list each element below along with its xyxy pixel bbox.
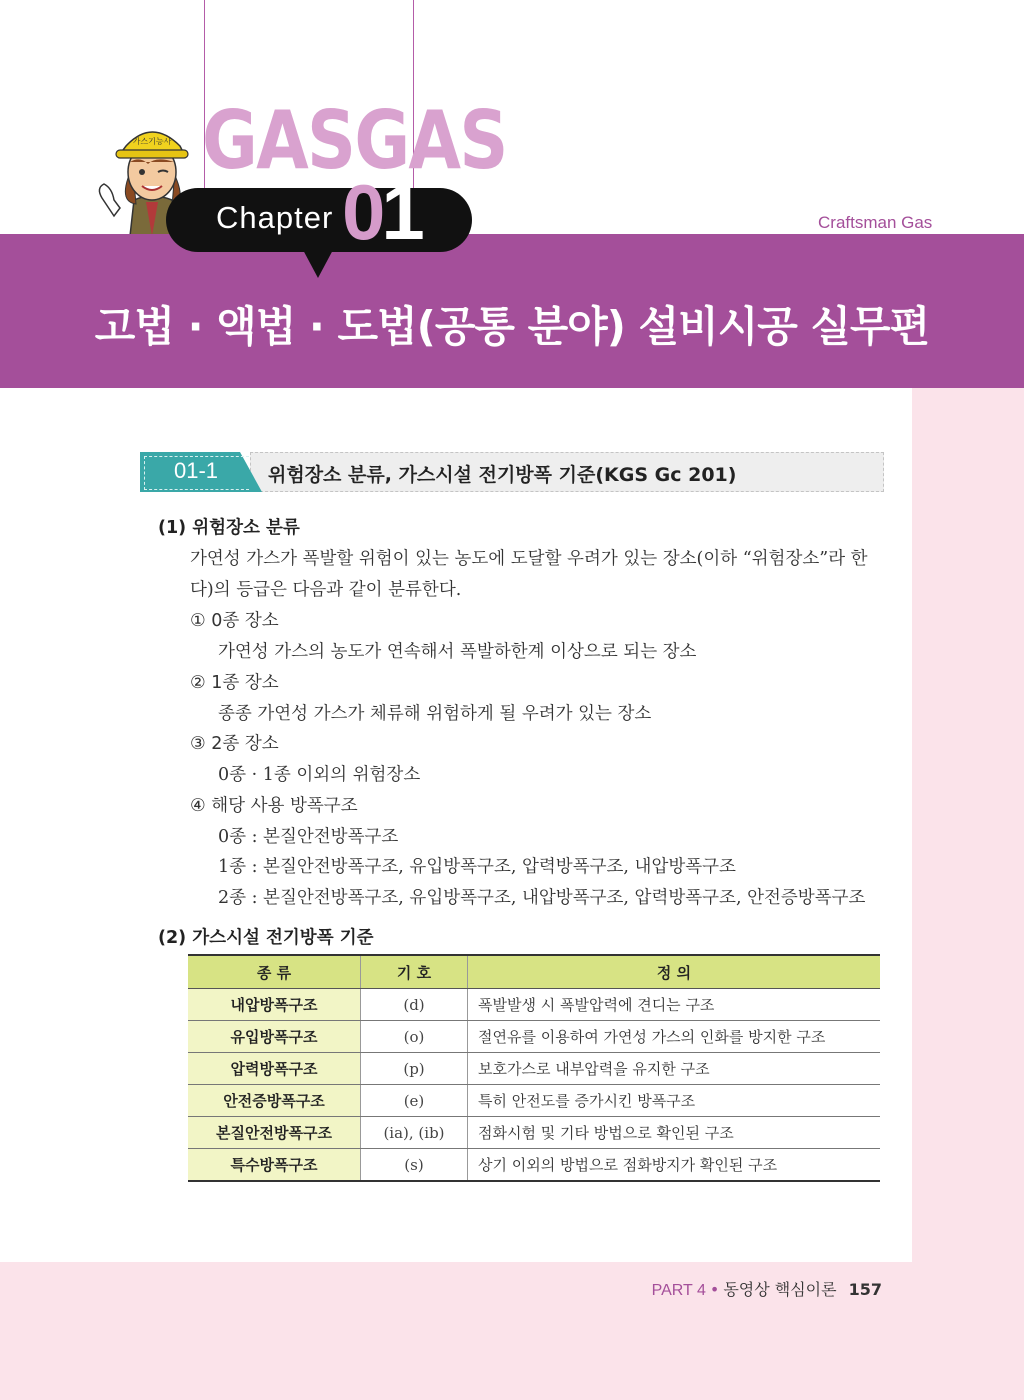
symbol-cell: (o) <box>361 1021 468 1053</box>
table-row <box>188 1117 880 1149</box>
page-title: 고법 · 액법 · 도법(공통 분야) 설비시공 실무편 <box>94 302 930 351</box>
definition-cell: 점화시험 및 기타 방법으로 확인된 구조 <box>468 1117 881 1149</box>
footer-bullet: • <box>709 1280 720 1299</box>
series-label: Craftsman Gas <box>818 213 933 232</box>
column-header-definition: 정 의 <box>468 955 881 989</box>
table-row <box>188 1149 880 1182</box>
page-number: 157 <box>848 1280 882 1299</box>
type-cell: 안전증방폭구조 <box>188 1085 361 1117</box>
page-side-strip <box>912 388 1024 1400</box>
footer-section-name: 동영상 핵심이론 <box>723 1280 837 1299</box>
table-row <box>188 1021 880 1053</box>
zone2-structures: 2종 : 본질안전방폭구조, 유입방폭구조, 내압방폭구조, 압력방폭구조, 안전증방폭구조 <box>218 888 866 908</box>
type-cell: 본질안전방폭구조 <box>188 1117 361 1149</box>
symbol-cell: (d) <box>361 989 468 1021</box>
page-corner <box>860 1210 912 1262</box>
definition-cell: 절연유를 이용하여 가연성 가스의 인화를 방지한 구조 <box>468 1021 881 1053</box>
column-header-symbol: 기 호 <box>361 955 468 989</box>
explosion-proof-heading: ④ 해당 사용 방폭구조 <box>190 796 358 816</box>
definition-cell: 폭발발생 시 폭발압력에 견디는 구조 <box>468 989 881 1021</box>
type-cell: 특수방폭구조 <box>188 1149 361 1182</box>
section-heading <box>140 452 882 492</box>
part1-intro-line1: 가연성 가스가 폭발할 위험이 있는 농도에 도달할 우려가 있는 장소(이하 “위험장소”라 한 <box>190 549 868 569</box>
section-title: 위험장소 분류, 가스시설 전기방폭 기준(KGS Gc 201) <box>268 464 737 486</box>
chapter-label: Chapter <box>216 200 334 235</box>
zone0-structures: 0종 : 본질안전방폭구조 <box>218 827 399 847</box>
zone0-description: 가연성 가스의 농도가 연속해서 폭발하한계 이상으로 되는 장소 <box>218 642 697 662</box>
table-row <box>188 1053 880 1085</box>
column-header-type: 종 류 <box>188 955 361 989</box>
footer-part: PART 4 <box>651 1282 706 1299</box>
definition-cell: 상기 이외의 방법으로 점화방지가 확인된 구조 <box>468 1149 881 1182</box>
type-cell: 유입방폭구조 <box>188 1021 361 1053</box>
chapter-pill-pointer <box>302 248 334 278</box>
definition-cell: 특히 안전도를 증가시킨 방폭구조 <box>468 1085 881 1117</box>
chapter-number: 01 <box>342 168 421 256</box>
zone0-heading: ① 0종 장소 <box>190 611 279 631</box>
page-footer <box>652 1277 882 1300</box>
zone1-heading: ② 1종 장소 <box>190 673 279 693</box>
table-row <box>188 1085 880 1117</box>
table-row <box>188 989 880 1021</box>
explosion-proof-table <box>188 954 880 1182</box>
symbol-cell: (p) <box>361 1053 468 1085</box>
zone2-heading: ③ 2종 장소 <box>190 734 279 754</box>
type-cell: 압력방폭구조 <box>188 1053 361 1085</box>
part1-heading: (1) 위험장소 분류 <box>158 518 300 538</box>
symbol-cell: (ia), (ib) <box>361 1117 468 1149</box>
symbol-cell: (e) <box>361 1085 468 1117</box>
definition-cell: 보호가스로 내부압력을 유지한 구조 <box>468 1053 881 1085</box>
part1-intro-line2: 다)의 등급은 다음과 같이 분류한다. <box>190 580 462 600</box>
type-cell: 내압방폭구조 <box>188 989 361 1021</box>
zone1-structures: 1종 : 본질안전방폭구조, 유입방폭구조, 압력방폭구조, 내압방폭구조 <box>218 857 736 877</box>
section-number: 01-1 <box>174 458 219 483</box>
zone2-description: 0종 · 1종 이외의 위험장소 <box>218 765 421 785</box>
gas-wordmark: GASGAS <box>202 94 507 187</box>
symbol-cell: (s) <box>361 1149 468 1182</box>
zone1-description: 종종 가연성 가스가 체류해 위험하게 될 우려가 있는 장소 <box>218 704 652 724</box>
mascot-hat-label: 가스기능사 <box>132 137 172 146</box>
part2-heading: (2) 가스시설 전기방폭 기준 <box>158 928 374 948</box>
table-header-row <box>188 955 880 989</box>
